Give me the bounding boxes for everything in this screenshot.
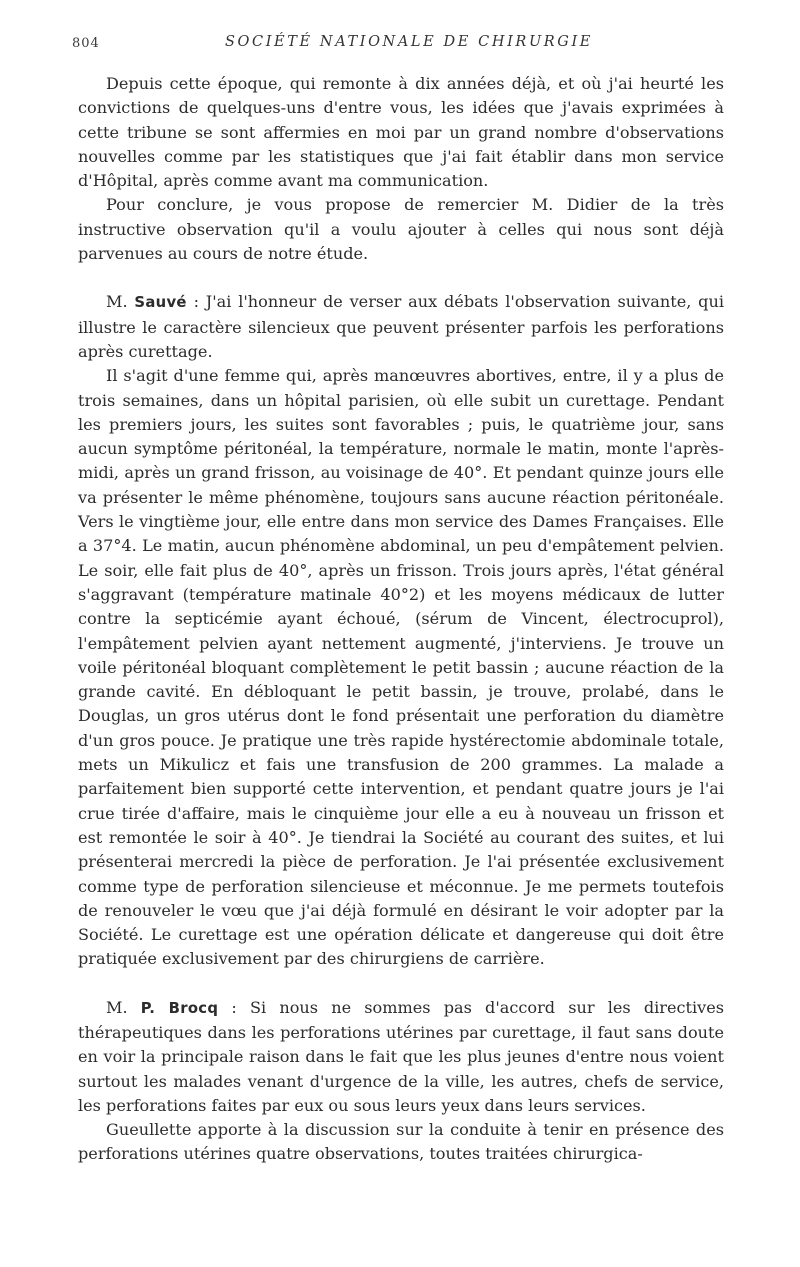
document-page — [72, 34, 725, 1167]
paragraph-sauve-body: : J'ai l'honneur de verser aux débats l'observation suivante, qui illustre le caractère silencieux que peuvent présenter parfois les perforations après curettage. — [78, 292, 724, 361]
running-title: SOCIÉTÉ NATIONALE DE CHIRURGIE — [225, 34, 593, 50]
paragraph-gueullette: Gueullette apporte à la discussion sur la conduite à tenir en présence des perforations utérines quatre observations, toutes traitées chirurgica- — [78, 1120, 724, 1164]
paragraph-2: Pour conclure, je vous propose de remercier M. Didier de la très instructive observation qu'il a voulu ajouter à celles qui nous sont déjà parvenues au cours de notre étude. — [78, 195, 724, 264]
paragraph-brocq-body: : Si nous ne sommes pas d'accord sur les directives thérapeutiques dans les perforations utérines par curettage, il faut sans doute en voir la principale raison dans le fait que les plus jeunes d'entre nous voient surtout les malades venant d'urgence de la ville, les autres, chefs de service, les perforations faites par eux ou sous leurs yeux dans leurs services. — [78, 997, 725, 1115]
paragraph-case-report: Il s'agit d'une femme qui, après manœuvres abortives, entre, il y a plus de trois semaines, dans un hôpital parisien, où elle subit un curettage. Pendant les premiers jours, les suites sont favorables ; puis, le quatrième jour, sans aucun symptôme péritonéal, la température, normale le matin, monte l'après-midi, après un grand frisson, au voisinage de 40°. Et pendant quinze jours elle va présenter le même phénomène, toujours sans aucune réaction péritonéale. Vers le vingtième jour, elle entre dans mon service des Dames Françaises. Elle a 37°4. Le matin, aucun phénomène abdominal, un peu d'empâtement pelvien. Le soir, elle fait plus de 40°, après un frisson. Trois jours après, l'état général s'aggravant (température matinale 40°2) et les moyens médicaux de lutter contre la septicémie ayant échoué, (sérum de Vincent, électrocuprol), l'empâtement pelvien ayant nettement augmenté, j'interviens. Je trouve un voile péritonéal bloquant complètement le petit bassin ; aucune réaction de la grande cavité. En débloquant le petit bassin, je trouve, prolabé, dans le Douglas, un gros utérus dont le fond présentait une perforation du diamètre d'un gros pouce. Je pratique une très rapide hystérectomie abdominale totale, mets un Mikulicz et fais une transfusion de 200 grammes. La malade a parfaitement bien supporté cette intervention, et pendant quatre jours je l'ai crue tirée d'affaire, mais le cinquième jour elle a eu à nouveau un frisson et est remontée le soir à 40°. Je tiendrai la Société au courant des suites, et lui présenterai mercredi la pièce de perforation. Je l'ai présentée exclusivement comme type de perforation silencieuse et méconnue. Je me permets toutefois de renouveler le vœu que j'ai déjà formulé en désirant le voir adopter par la Société. Le curettage est une opération délicate et dangereuse qui doit être pratiquée exclusivement par des chirurgiens de carrière. — [78, 366, 724, 969]
speaker-name-brocq: P. Brocq — [140, 999, 219, 1017]
paragraph-brocq — [78, 996, 724, 1118]
paragraph-1: Depuis cette époque, qui remonte à dix années déjà, et où j'ai heurté les convictions de quelques-uns d'entre vous, les idées que j'avais exprimées à cette tribune se sont affermies en moi par un grand nombre d'observations nouvelles comme par les statistiques que j'ai fait établir dans mon service d'Hôpital, après comme avant ma communication. — [78, 74, 724, 191]
speaker-prefix: M. — [106, 997, 141, 1017]
page-header — [72, 34, 724, 56]
speaker-name-sauve: Sauvé — [134, 294, 187, 312]
paragraph-sauve — [78, 290, 724, 364]
speaker-prefix: M. — [106, 292, 135, 312]
page-number: 804 — [72, 36, 100, 51]
